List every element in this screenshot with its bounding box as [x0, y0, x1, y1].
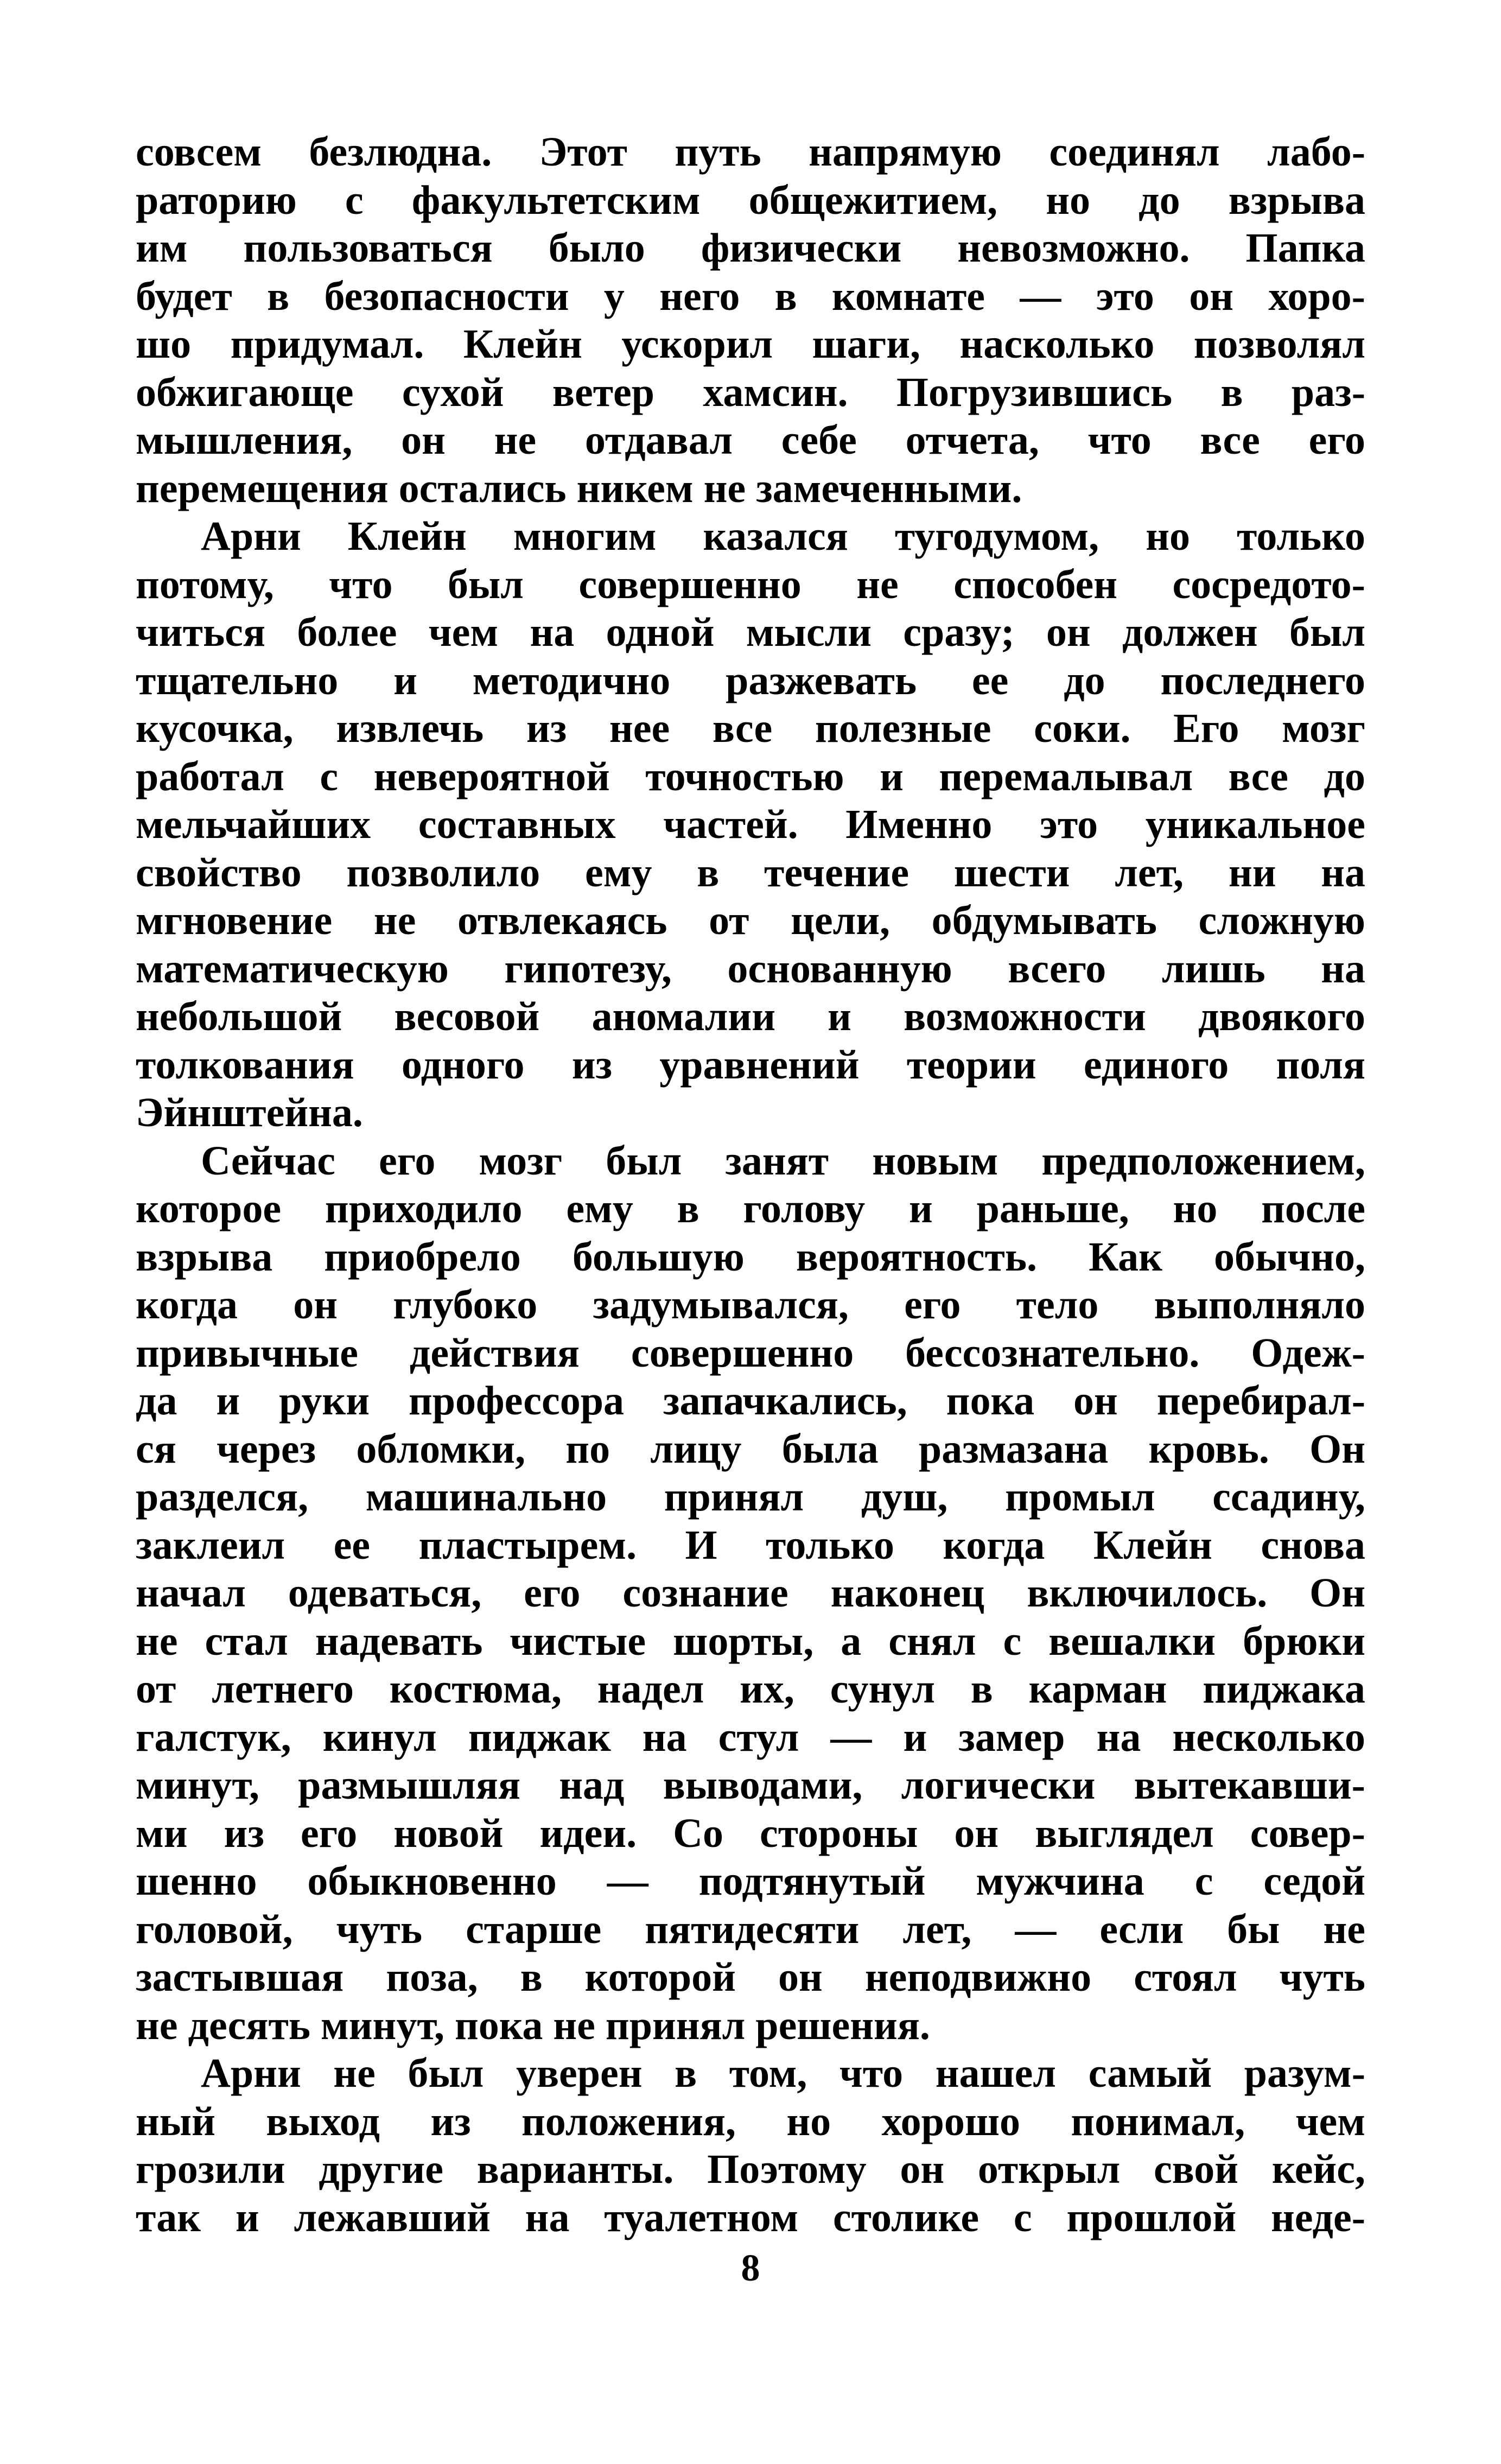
text-line: математическую гипотезу, основанную всего лишь на — [136, 945, 1365, 992]
text-line: им пользоваться было физически невозможно. Папка — [136, 225, 1365, 271]
text-line: обжигающе сухой ветер хамсин. Погрузившись в раз- — [136, 369, 1365, 415]
text-line: застывшая поза, в которой он неподвижно стоял чуть — [136, 1954, 1365, 2000]
text-line: привычные действия совершенно бессознательно. Одеж- — [136, 1330, 1365, 1376]
text-line: перемещения остались никем не замеченными. — [136, 465, 1022, 511]
text-line: не стал надевать чистые шорты, а снял с вешалки брюки — [136, 1618, 1365, 1664]
text-line: свойство позволило ему в течение шести лет, ни на — [136, 849, 1365, 896]
text-line: головой, чуть старше пятидесяти лет, — если бы не — [136, 1906, 1365, 1952]
text-line: да и руки профессора запачкались, пока он перебирал- — [136, 1378, 1365, 1424]
text-line: небольшой весовой аномалии и возможности двоякого — [136, 994, 1365, 1039]
text-line: читься более чем на одной мысли сразу; он должен был — [136, 609, 1365, 655]
text-line: начал одеваться, его сознание наконец включилось. Он — [136, 1570, 1365, 1616]
body-text — [136, 128, 1365, 2241]
text-line: работал с невероятной точностью и перемалывал все до — [136, 753, 1365, 799]
text-line: ся через обломки, по лицу была размазана кровь. Он — [136, 1426, 1365, 1472]
text-line: взрыва приобрело большую вероятность. Как обычно, — [136, 1234, 1365, 1280]
text-line: будет в безопасности у него в комнате — это он хоро- — [136, 273, 1365, 319]
text-line: не десять минут, пока не принял решения. — [136, 2002, 930, 2048]
text-line: Эйнштейна. — [136, 1090, 363, 1135]
text-line: мышления, он не отдавал себе отчета, что все его — [136, 417, 1365, 463]
text-line: Арни Клейн многим казался тугодумом, но только — [201, 513, 1365, 559]
text-line: ный выход из положения, но хорошо понимал, чем — [136, 2098, 1365, 2144]
text-line: галстук, кинул пиджак на стул — и замер на несколько — [136, 1714, 1365, 1760]
text-line: ми из его новой идеи. Со стороны он выглядел совер- — [136, 1810, 1365, 1856]
text-line: толкования одного из уравнений теории единого поля — [136, 1042, 1365, 1088]
text-line: мельчайших составных частей. Именно это уникальное — [136, 802, 1365, 847]
text-line: так и лежавший на туалетном столике с прошлой неде- — [136, 2194, 1365, 2240]
text-line: Арни не был уверен в том, что нашел самый разум- — [201, 2050, 1365, 2096]
text-line: тщательно и методично разжевать ее до последнего — [136, 657, 1365, 703]
text-line: которое приходило ему в голову и раньше, но после — [136, 1186, 1365, 1231]
text-line: мгновение не отвлекаясь от цели, обдумывать сложную — [136, 898, 1365, 943]
text-line: Сейчас его мозг был занят новым предположением, — [201, 1138, 1365, 1184]
text-line: минут, размышляя над выводами, логически вытекавши- — [136, 1762, 1365, 1808]
text-line: кусочка, извлечь из нее все полезные соки. Его мозг — [136, 706, 1365, 751]
text-line: от летнего костюма, надел их, сунул в карман пиджака — [136, 1666, 1365, 1712]
text-line: раторию с факультетским общежитием, но до взрыва — [136, 177, 1365, 223]
text-line: шо придумал. Клейн ускорил шаги, насколько позволял — [136, 321, 1365, 367]
text-line: заклеил ее пластырем. И только когда Клейн снова — [136, 1522, 1365, 1568]
text-line: шенно обыкновенно — подтянутый мужчина с седой — [136, 1858, 1365, 1904]
text-line: разделся, машинально принял душ, промыл ссадину, — [136, 1474, 1365, 1520]
text-line: потому, что был совершенно не способен сосредото- — [136, 561, 1365, 607]
text-line: когда он глубоко задумывался, его тело выполняло — [136, 1282, 1365, 1328]
text-line: совсем безлюдна. Этот путь напрямую соединял лабо- — [136, 129, 1365, 175]
text-line: грозили другие варианты. Поэтому он открыл свой кейс, — [136, 2147, 1365, 2192]
page-number: 8 — [741, 2247, 760, 2289]
